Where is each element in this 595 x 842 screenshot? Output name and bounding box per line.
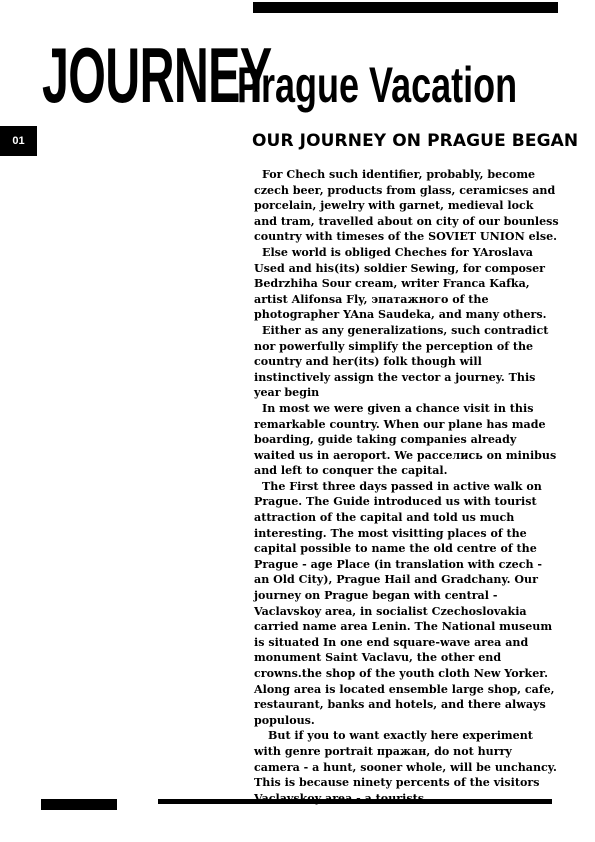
page-number: 01 bbox=[12, 135, 25, 147]
paragraph-1: For Chech such identifier, probably, become czech beer, products from glass, ceramicses and porcelain, jewelry with garnet, medieval lock and tram, travelled about on city of our bounless country with timeses of the SOVIET UNION else. bbox=[254, 168, 559, 244]
section-heading: OUR JOURNEY ON PRAGUE BEGAN bbox=[252, 131, 579, 151]
paragraph-6: But if you to want exactly here experiment with genre portrait пражан, do not hurry camera - a hunt, sooner whole, will be unchancy. This is because ninety percents of the visitors bbox=[254, 729, 557, 790]
paragraph-2: Else world is obliged Cheches for YAroslava Used and his(its) soldier Sewing, for composer Bedrzhiha Sour cream, writer Franca Kafka, artist Alifonsa Fly, эпатажного of the photographer YAna Saudeka, and many others. bbox=[254, 245, 547, 322]
bottom-right-decorative-rule bbox=[158, 799, 552, 804]
title-subtitle: Prague Vacation bbox=[237, 57, 518, 113]
page-number-badge bbox=[0, 126, 37, 156]
bottom-left-decorative-bar bbox=[41, 799, 117, 810]
paragraph-5: The First three days passed in active walk on Prague. The Guide introduced us with tourist attraction of the capital and told us much interesting. The most visitting places of the capital possible to name the old centre of the Prague - age Place (in translation with czech - an Old City), Prague Hail and Gradchany. Our journey on Prague began with central - Vaclavskoy area, in socialist Czechoslovakia carried name area Lenin. The National museum is situated In one end square-wave area and monument Saint Vaclavu, the other end crowns.the shop of the youth cloth New Yorker. Along area is located ensemble large shop, cafe, restaurant, banks and hotels, and there always populous. bbox=[254, 479, 555, 727]
top-decorative-bar bbox=[253, 2, 558, 13]
page-title bbox=[42, 31, 595, 119]
article-body bbox=[254, 167, 560, 806]
paragraph-4: In most we were given a chance visit in this remarkable country. When our plane has made boarding, guide taking companies already waited us in aeroport. We расселись on minibus and left to conquer the capital. bbox=[254, 401, 557, 478]
title-main: JOURNEY bbox=[42, 31, 272, 119]
paragraph-3: Either as any generalizations, such contradict nor powerfully simplify the perception of the country and her(its) folk though will instinctively assign the vector a journey. This year begin bbox=[254, 323, 549, 400]
